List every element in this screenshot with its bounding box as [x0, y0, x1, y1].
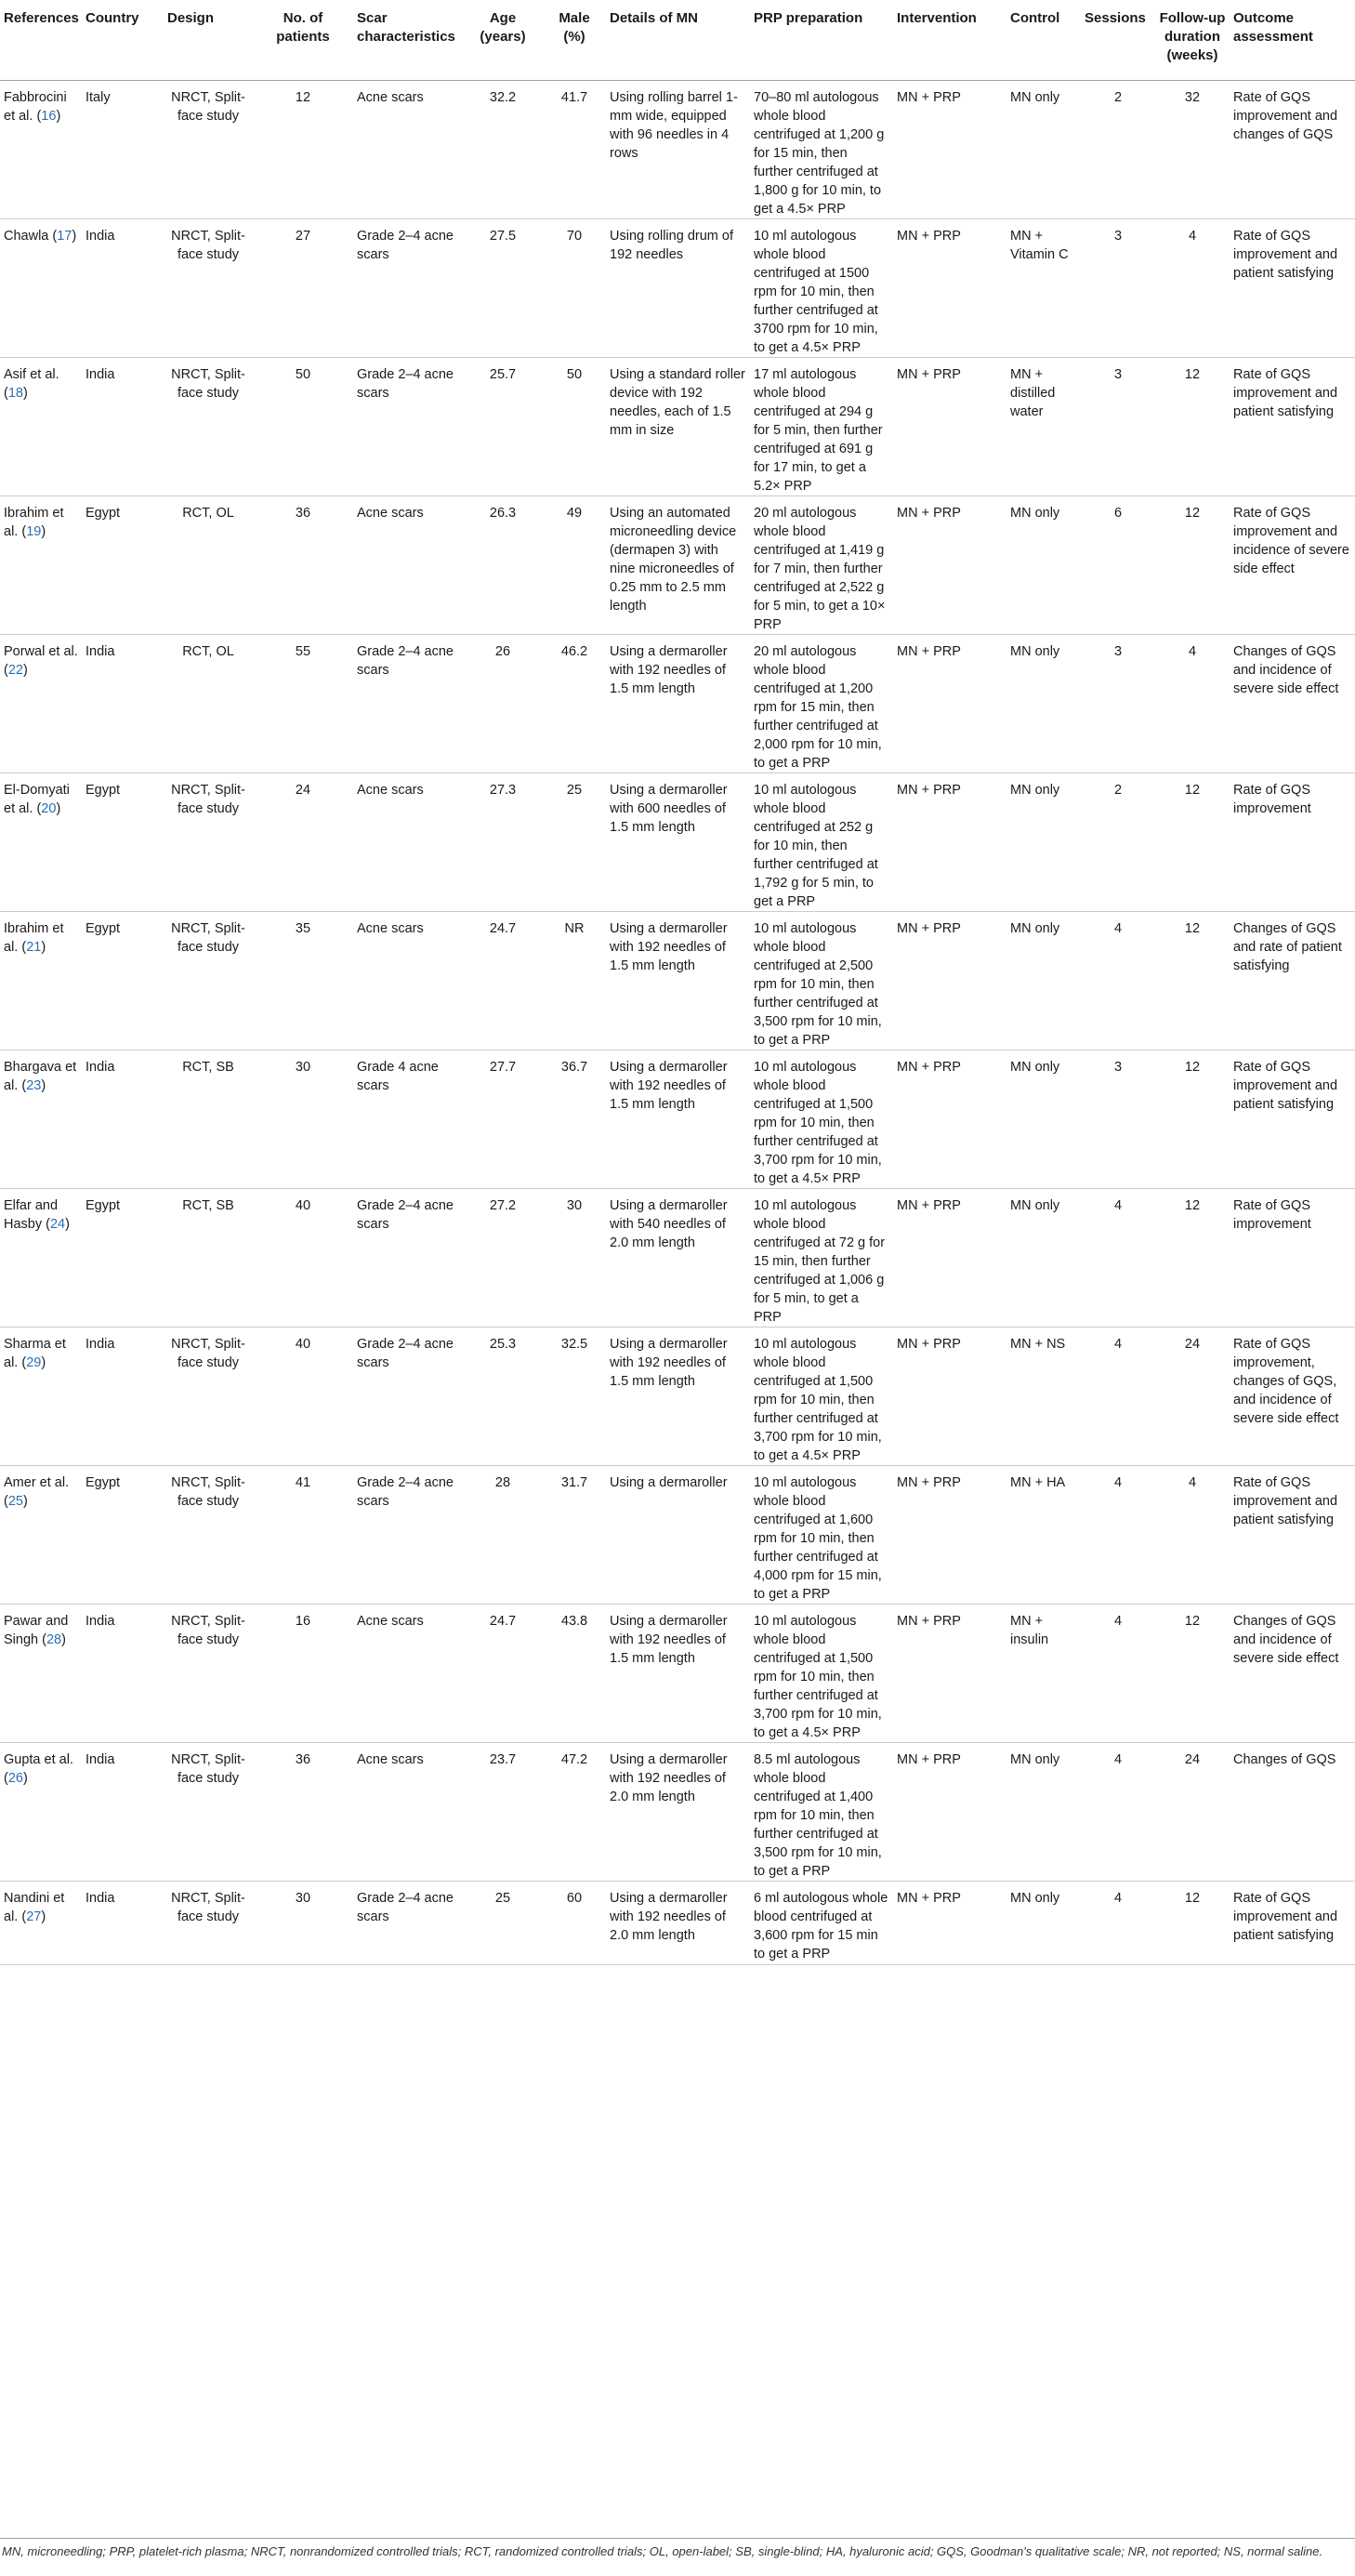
cell-followup: 12 — [1155, 1188, 1230, 1327]
header-male: Male (%) — [543, 0, 606, 80]
cell-control: MN + distilled water — [1006, 357, 1081, 495]
cell-control: MN only — [1006, 634, 1081, 773]
header-country: Country — [82, 0, 164, 80]
cell-age: 27.3 — [463, 773, 543, 911]
reference-link[interactable]: 19 — [26, 523, 42, 539]
cell-outcome: Changes of GQS and incidence of severe side effect — [1230, 1604, 1355, 1742]
cell-design: NRCT, Split-face study — [164, 357, 253, 495]
cell-mn: Using a dermaroller — [606, 1465, 750, 1604]
reference-link[interactable]: 23 — [26, 1077, 42, 1093]
cell-sessions: 4 — [1081, 1881, 1155, 1964]
cell-sessions: 3 — [1081, 357, 1155, 495]
table-row — [0, 218, 1355, 357]
cell-prp: 10 ml autologous whole blood centrifuged at 1,600 rpm for 10 min, then further centrifuged at 4,000 rpm for 15 min, to get a PRP — [750, 1465, 893, 1604]
cell-age: 27.5 — [463, 218, 543, 357]
cell-male: 41.7 — [543, 80, 606, 218]
reference-link[interactable]: 21 — [26, 939, 42, 955]
cell-country: Italy — [82, 80, 164, 218]
cell-control: MN + Vitamin C — [1006, 218, 1081, 357]
cell-reference: Porwal et al. (22) — [0, 634, 82, 773]
cell-sessions: 4 — [1081, 1604, 1155, 1742]
cell-sessions: 3 — [1081, 634, 1155, 773]
cell-prp: 20 ml autologous whole blood centrifuged at 1,419 g for 7 min, then further centrifuged at 2,522 g for 5 min, to get a 10× PRP — [750, 495, 893, 634]
cell-intervention: MN + PRP — [893, 1742, 1006, 1881]
reference-name: El-Domyati et al. — [4, 782, 70, 816]
cell-prp: 6 ml autologous whole blood centrifuged at 3,600 rpm for 15 min to get a PRP — [750, 1881, 893, 1964]
cell-control: MN + HA — [1006, 1465, 1081, 1604]
cell-sessions: 2 — [1081, 80, 1155, 218]
cell-design: NRCT, Split-face study — [164, 1327, 253, 1465]
cell-scar: Acne scars — [353, 911, 463, 1050]
cell-scar: Acne scars — [353, 80, 463, 218]
reference-name: Fabbrocini et al. — [4, 89, 67, 124]
cell-age: 25.7 — [463, 357, 543, 495]
cell-mn: Using a dermaroller with 192 needles of 1.5 mm length — [606, 1050, 750, 1188]
table-row — [0, 495, 1355, 634]
cell-outcome: Rate of GQS improvement — [1230, 1188, 1355, 1327]
table-body — [0, 80, 1355, 1964]
reference-name: Gupta et al. — [4, 1751, 73, 1767]
cell-design: RCT, OL — [164, 495, 253, 634]
cell-control: MN only — [1006, 773, 1081, 911]
header-intervention: Intervention — [893, 0, 1006, 80]
cell-sessions: 3 — [1081, 218, 1155, 357]
reference-link[interactable]: 20 — [41, 800, 57, 816]
table-row — [0, 1327, 1355, 1465]
cell-design: NRCT, Split-face study — [164, 911, 253, 1050]
reference-name: Ibrahim et al. — [4, 920, 64, 955]
header-age: Age (years) — [463, 0, 543, 80]
cell-scar: Grade 2–4 acne scars — [353, 218, 463, 357]
cell-country: Egypt — [82, 911, 164, 1050]
header-scar: Scar characteristics — [353, 0, 463, 80]
cell-reference: Amer et al. (25) — [0, 1465, 82, 1604]
cell-followup: 24 — [1155, 1327, 1230, 1465]
header-sessions: Sessions — [1081, 0, 1155, 80]
cell-outcome: Rate of GQS improvement and patient satisfying — [1230, 357, 1355, 495]
cell-age: 25.3 — [463, 1327, 543, 1465]
cell-scar: Grade 2–4 acne scars — [353, 1327, 463, 1465]
cell-prp: 10 ml autologous whole blood centrifuged at 1,500 rpm for 10 min, then further centrifuged at 3,700 rpm for 10 min, to get a 4.5× PRP — [750, 1050, 893, 1188]
reference-name: Elfar and Hasby — [4, 1197, 59, 1232]
cell-intervention: MN + PRP — [893, 911, 1006, 1050]
footnote-divider — [0, 2538, 1355, 2539]
cell-patients: 41 — [253, 1465, 353, 1604]
cell-control: MN only — [1006, 1881, 1081, 1964]
cell-intervention: MN + PRP — [893, 1881, 1006, 1964]
cell-outcome: Changes of GQS and incidence of severe side effect — [1230, 634, 1355, 773]
cell-male: 36.7 — [543, 1050, 606, 1188]
cell-mn: Using a dermaroller with 192 needles of 1.5 mm length — [606, 911, 750, 1050]
cell-prp: 10 ml autologous whole blood centrifuged at 252 g for 10 min, then further centrifuged at 1,792 g for 5 min, to get a PRP — [750, 773, 893, 911]
cell-country: India — [82, 1050, 164, 1188]
reference-name: Ibrahim et al. — [4, 505, 64, 539]
cell-patients: 50 — [253, 357, 353, 495]
cell-mn: Using a standard roller device with 192 needles, each of 1.5 mm in size — [606, 357, 750, 495]
cell-sessions: 2 — [1081, 773, 1155, 911]
cell-age: 24.7 — [463, 1604, 543, 1742]
cell-age: 24.7 — [463, 911, 543, 1050]
cell-country: India — [82, 1742, 164, 1881]
cell-scar: Grade 2–4 acne scars — [353, 1188, 463, 1327]
header-prp: PRP preparation — [750, 0, 893, 80]
cell-followup: 12 — [1155, 357, 1230, 495]
reference-link[interactable]: 22 — [7, 662, 23, 678]
table-row — [0, 1881, 1355, 1964]
cell-age: 26 — [463, 634, 543, 773]
cell-mn: Using rolling drum of 192 needles — [606, 218, 750, 357]
cell-intervention: MN + PRP — [893, 773, 1006, 911]
cell-followup: 12 — [1155, 1050, 1230, 1188]
cell-patients: 12 — [253, 80, 353, 218]
table-row — [0, 1742, 1355, 1881]
reference-name: Pawar and Singh — [4, 1613, 69, 1647]
cell-outcome: Rate of GQS improvement and patient satisfying — [1230, 1465, 1355, 1604]
reference-link[interactable]: 18 — [7, 385, 23, 401]
cell-followup: 4 — [1155, 218, 1230, 357]
cell-scar: Grade 4 acne scars — [353, 1050, 463, 1188]
cell-scar: Grade 2–4 acne scars — [353, 1465, 463, 1604]
table-row — [0, 80, 1355, 218]
reference-name: Chawla — [4, 228, 49, 244]
cell-male: 32.5 — [543, 1327, 606, 1465]
cell-prp: 10 ml autologous whole blood centrifuged at 1,500 rpm for 10 min, then further centrifuged at 3,700 rpm for 10 min, to get a 4.5× PRP — [750, 1327, 893, 1465]
cell-sessions: 4 — [1081, 1465, 1155, 1604]
cell-sessions: 4 — [1081, 1327, 1155, 1465]
cell-male: 50 — [543, 357, 606, 495]
table-row — [0, 1604, 1355, 1742]
cell-male: 70 — [543, 218, 606, 357]
table-row — [0, 357, 1355, 495]
cell-prp: 10 ml autologous whole blood centrifuged at 1500 rpm for 10 min, then further centrifuged at 3700 rpm for 10 min, to get a 4.5× PRP — [750, 218, 893, 357]
reference-name: Asif et al. — [4, 366, 59, 382]
cell-sessions: 4 — [1081, 1188, 1155, 1327]
cell-patients: 24 — [253, 773, 353, 911]
cell-followup: 12 — [1155, 495, 1230, 634]
cell-patients: 30 — [253, 1050, 353, 1188]
cell-mn: Using a dermaroller with 192 needles of 2.0 mm length — [606, 1742, 750, 1881]
cell-control: MN only — [1006, 80, 1081, 218]
cell-intervention: MN + PRP — [893, 495, 1006, 634]
reference-link[interactable]: 27 — [26, 1909, 42, 1924]
cell-design: RCT, SB — [164, 1188, 253, 1327]
cell-patients: 27 — [253, 218, 353, 357]
cell-country: Egypt — [82, 1465, 164, 1604]
cell-sessions: 4 — [1081, 911, 1155, 1050]
cell-reference: Ibrahim et al. (21) — [0, 911, 82, 1050]
table-footnote: MN, microneedling; PRP, platelet-rich plasma; NRCT, nonrandomized controlled trials; RCT, randomized controlled trials; OL, open-label; SB, single-blind; HA, hyaluronic acid; GQS, Goodman's qualitative scale; NR, not reported; NS, normal saline. — [2, 2544, 1323, 2558]
cell-patients: 55 — [253, 634, 353, 773]
cell-reference: Fabbrocini et al. (16) — [0, 80, 82, 218]
cell-prp: 10 ml autologous whole blood centrifuged at 72 g for 15 min, then further centrifuged at 1,006 g for 5 min, to get a PRP — [750, 1188, 893, 1327]
cell-outcome: Rate of GQS improvement, changes of GQS, and incidence of severe side effect — [1230, 1327, 1355, 1465]
cell-intervention: MN + PRP — [893, 1327, 1006, 1465]
header-mn: Details of MN — [606, 0, 750, 80]
cell-scar: Acne scars — [353, 495, 463, 634]
cell-patients: 36 — [253, 1742, 353, 1881]
reference-link[interactable]: 16 — [41, 108, 57, 124]
cell-prp: 8.5 ml autologous whole blood centrifuged at 1,400 rpm for 10 min, then further centrifuged at 3,500 rpm for 10 min, to get a PRP — [750, 1742, 893, 1881]
cell-age: 26.3 — [463, 495, 543, 634]
cell-prp: 20 ml autologous whole blood centrifuged at 1,200 rpm for 15 min, then further centrifuged at 2,000 rpm for 10 min, to get a PRP — [750, 634, 893, 773]
cell-outcome: Rate of GQS improvement — [1230, 773, 1355, 911]
cell-design: RCT, OL — [164, 634, 253, 773]
cell-reference: El-Domyati et al. (20) — [0, 773, 82, 911]
cell-male: NR — [543, 911, 606, 1050]
table-row — [0, 1050, 1355, 1188]
cell-country: India — [82, 1881, 164, 1964]
cell-scar: Grade 2–4 acne scars — [353, 1881, 463, 1964]
cell-outcome: Rate of GQS improvement and patient satisfying — [1230, 1881, 1355, 1964]
cell-reference: Ibrahim et al. (19) — [0, 495, 82, 634]
table-row — [0, 1465, 1355, 1604]
table-row — [0, 1188, 1355, 1327]
cell-control: MN + insulin — [1006, 1604, 1081, 1742]
cell-reference: Gupta et al. (26) — [0, 1742, 82, 1881]
cell-patients: 40 — [253, 1327, 353, 1465]
cell-patients: 30 — [253, 1881, 353, 1964]
cell-patients: 36 — [253, 495, 353, 634]
header-control: Control — [1006, 0, 1081, 80]
cell-followup: 12 — [1155, 773, 1230, 911]
cell-intervention: MN + PRP — [893, 218, 1006, 357]
cell-sessions: 6 — [1081, 495, 1155, 634]
table-row — [0, 634, 1355, 773]
cell-prp: 10 ml autologous whole blood centrifuged at 2,500 rpm for 10 min, then further centrifuged at 3,500 rpm for 10 min, to get a PRP — [750, 911, 893, 1050]
cell-male: 25 — [543, 773, 606, 911]
cell-design: NRCT, Split-face study — [164, 218, 253, 357]
cell-sessions: 3 — [1081, 1050, 1155, 1188]
reference-name: Bhargava et al. — [4, 1059, 77, 1093]
cell-country: India — [82, 1604, 164, 1742]
cell-country: Egypt — [82, 773, 164, 911]
cell-outcome: Rate of GQS improvement and patient satisfying — [1230, 1050, 1355, 1188]
cell-male: 30 — [543, 1188, 606, 1327]
cell-intervention: MN + PRP — [893, 80, 1006, 218]
cell-design: RCT, SB — [164, 1050, 253, 1188]
cell-followup: 12 — [1155, 1604, 1230, 1742]
cell-scar: Acne scars — [353, 1742, 463, 1881]
header-followup: Follow-up duration (weeks) — [1155, 0, 1230, 80]
cell-male: 43.8 — [543, 1604, 606, 1742]
cell-intervention: MN + PRP — [893, 1188, 1006, 1327]
reference-link[interactable]: 28 — [46, 1631, 62, 1647]
cell-control: MN only — [1006, 1188, 1081, 1327]
cell-country: India — [82, 1327, 164, 1465]
cell-control: MN + NS — [1006, 1327, 1081, 1465]
cell-followup: 12 — [1155, 1881, 1230, 1964]
table-row — [0, 773, 1355, 911]
cell-outcome: Rate of GQS improvement and changes of GQS — [1230, 80, 1355, 218]
cell-intervention: MN + PRP — [893, 634, 1006, 773]
cell-design: NRCT, Split-face study — [164, 1742, 253, 1881]
cell-mn: Using rolling barrel 1-mm wide, equipped with 96 needles in 4 rows — [606, 80, 750, 218]
cell-scar: Grade 2–4 acne scars — [353, 634, 463, 773]
cell-age: 28 — [463, 1465, 543, 1604]
header-patients: No. of patients — [253, 0, 353, 80]
cell-reference: Chawla (17) — [0, 218, 82, 357]
cell-outcome: Changes of GQS and rate of patient satisfying — [1230, 911, 1355, 1050]
cell-scar: Grade 2–4 acne scars — [353, 357, 463, 495]
cell-outcome: Changes of GQS — [1230, 1742, 1355, 1881]
cell-reference: Elfar and Hasby (24) — [0, 1188, 82, 1327]
cell-country: India — [82, 218, 164, 357]
header-design: Design — [164, 0, 253, 80]
header-references: References — [0, 0, 82, 80]
cell-followup: 4 — [1155, 634, 1230, 773]
cell-followup: 12 — [1155, 911, 1230, 1050]
cell-followup: 4 — [1155, 1465, 1230, 1604]
cell-age: 27.7 — [463, 1050, 543, 1188]
cell-intervention: MN + PRP — [893, 1050, 1006, 1188]
cell-design: NRCT, Split-face study — [164, 773, 253, 911]
cell-reference: Sharma et al. (29) — [0, 1327, 82, 1465]
cell-control: MN only — [1006, 495, 1081, 634]
reference-link[interactable]: 26 — [7, 1770, 23, 1786]
cell-scar: Acne scars — [353, 773, 463, 911]
reference-link[interactable]: 24 — [49, 1216, 66, 1232]
cell-design: NRCT, Split-face study — [164, 1604, 253, 1742]
reference-name: Sharma et al. — [4, 1336, 66, 1370]
cell-design: NRCT, Split-face study — [164, 80, 253, 218]
reference-link[interactable]: 25 — [7, 1493, 23, 1509]
cell-reference: Pawar and Singh (28) — [0, 1604, 82, 1742]
cell-mn: Using a dermaroller with 192 needles of 1.5 mm length — [606, 634, 750, 773]
cell-male: 31.7 — [543, 1465, 606, 1604]
cell-mn: Using an automated microneedling device (dermapen 3) with nine microneedles of 0.25 mm to 2.5 mm length — [606, 495, 750, 634]
header-row — [0, 0, 1355, 80]
cell-reference: Asif et al. (18) — [0, 357, 82, 495]
cell-male: 46.2 — [543, 634, 606, 773]
reference-link[interactable]: 29 — [26, 1354, 42, 1370]
cell-prp: 10 ml autologous whole blood centrifuged at 1,500 rpm for 10 min, then further centrifuged at 3,700 rpm for 10 min, to get a 4.5× PRP — [750, 1604, 893, 1742]
cell-reference: Nandini et al. (27) — [0, 1881, 82, 1964]
cell-age: 23.7 — [463, 1742, 543, 1881]
header-outcome: Outcome assessment — [1230, 0, 1355, 80]
cell-control: MN only — [1006, 911, 1081, 1050]
cell-mn: Using a dermaroller with 192 needles of 2.0 mm length — [606, 1881, 750, 1964]
cell-country: India — [82, 357, 164, 495]
cell-male: 47.2 — [543, 1742, 606, 1881]
cell-mn: Using a dermaroller with 540 needles of 2.0 mm length — [606, 1188, 750, 1327]
cell-patients: 40 — [253, 1188, 353, 1327]
reference-name: Amer et al. — [4, 1474, 70, 1490]
cell-design: NRCT, Split-face study — [164, 1465, 253, 1604]
cell-age: 32.2 — [463, 80, 543, 218]
cell-intervention: MN + PRP — [893, 357, 1006, 495]
cell-mn: Using a dermaroller with 192 needles of 1.5 mm length — [606, 1327, 750, 1465]
cell-country: Egypt — [82, 1188, 164, 1327]
cell-control: MN only — [1006, 1742, 1081, 1881]
cell-design: NRCT, Split-face study — [164, 1881, 253, 1964]
cell-country: Egypt — [82, 495, 164, 634]
cell-age: 27.2 — [463, 1188, 543, 1327]
cell-patients: 16 — [253, 1604, 353, 1742]
cell-followup: 32 — [1155, 80, 1230, 218]
cell-outcome: Rate of GQS improvement and patient satisfying — [1230, 218, 1355, 357]
cell-outcome: Rate of GQS improvement and incidence of severe side effect — [1230, 495, 1355, 634]
cell-control: MN only — [1006, 1050, 1081, 1188]
cell-scar: Acne scars — [353, 1604, 463, 1742]
cell-prp: 17 ml autologous whole blood centrifuged at 294 g for 5 min, then further centrifuged at 691 g for 17 min, to get a 5.2× PRP — [750, 357, 893, 495]
reference-link[interactable]: 17 — [57, 228, 72, 244]
table-row — [0, 911, 1355, 1050]
cell-mn: Using a dermaroller with 192 needles of 1.5 mm length — [606, 1604, 750, 1742]
cell-male: 60 — [543, 1881, 606, 1964]
cell-intervention: MN + PRP — [893, 1604, 1006, 1742]
cell-reference: Bhargava et al. (23) — [0, 1050, 82, 1188]
cell-sessions: 4 — [1081, 1742, 1155, 1881]
reference-name: Porwal et al. — [4, 643, 78, 659]
cell-intervention: MN + PRP — [893, 1465, 1006, 1604]
cell-followup: 24 — [1155, 1742, 1230, 1881]
cell-mn: Using a dermaroller with 600 needles of 1.5 mm length — [606, 773, 750, 911]
cell-male: 49 — [543, 495, 606, 634]
cell-country: India — [82, 634, 164, 773]
reference-name: Nandini et al. — [4, 1890, 65, 1924]
cell-patients: 35 — [253, 911, 353, 1050]
cell-age: 25 — [463, 1881, 543, 1964]
cell-prp: 70–80 ml autologous whole blood centrifuged at 1,200 g for 15 min, then further centrifuged at 1,800 g for 10 min, to get a 4.5× PRP — [750, 80, 893, 218]
